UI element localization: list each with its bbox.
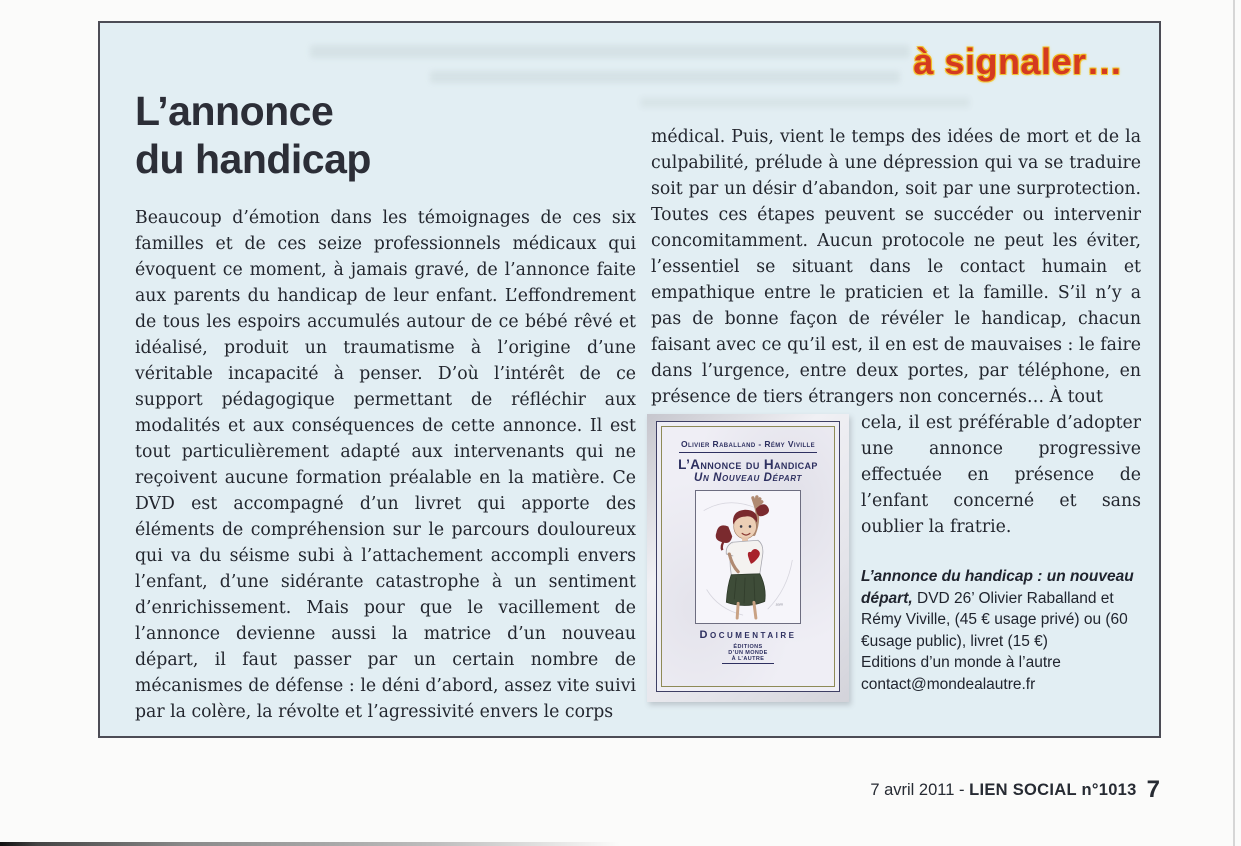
caption-details: DVD 26’ Olivier Raballand et Rémy Viville, (45 € usage privé) ou (60 €usage public), livret (15 €) <box>861 589 1128 650</box>
article-title-line2: du handicap <box>135 136 371 182</box>
dvd-authors: Olivier Raballand - Rémy Viville <box>679 439 817 453</box>
article-body-left: Beaucoup d’émotion dans les témoignages de ces six familles et de ces seize professionnels médicaux qui évoquent ce moment, à jamais gravé, de l’annonce faite aux parents du handicap de leur enfant. L’effondrement de tous les espoirs accumulés autour de ce bébé rêvé et idéalisé, produit un traumatisme à l’origine d’une véritable incapacité à penser. D’où l’intérêt de ce support pédagogique permettant de réfléchir aux modalités et aux conséquences de cette annonce. Il est tout particulièrement adapté aux intervenants qui ne reçoivent aucune formation préalable en la matière. Ce DVD est accompagné d’un livret qui apporte des éléments de compréhension sur le parcours douloureux qui va du séisme subi à l’attachement accompli envers l’enfant, d’une sidérante catastrophe à un sentiment d’enrichissement. Mais pour que le vacillement de l’annonce devienne aussi la matrice d’un nouveau départ, il faut passer par un certain nombre de mécanismes de défense : le déni d’abord, assez vite suivi par la colère, la révolte et l’agressivité envers le corps <box>135 208 636 722</box>
right-column <box>651 23 1141 725</box>
caption-email: contact@mondealautre.fr <box>861 675 1036 693</box>
svg-text:sam: sam <box>775 601 784 607</box>
section-label: à signaler… <box>913 41 1123 82</box>
caption-publisher: Editions d’un monde à l’autre <box>861 654 1061 671</box>
figure-and-wrap-zone <box>651 410 1141 695</box>
left-column <box>135 23 636 725</box>
dvd-publisher-line: ÉDITIONS <box>733 644 763 650</box>
footer-magazine-issue: LIEN SOCIAL n°1013 <box>969 781 1137 799</box>
dvd-subtitle: Un Nouveau Départ <box>694 472 802 484</box>
dvd-publisher-logo <box>722 644 774 664</box>
page-footer <box>870 776 1160 804</box>
article-title <box>135 87 636 183</box>
article-panel <box>98 21 1161 738</box>
dvd-title: L’Annonce du Handicap <box>678 457 818 472</box>
dvd-genre-label: Documentaire <box>699 629 797 641</box>
dvd-publisher-line: À L’AUTRE <box>731 656 765 662</box>
girl-illustration <box>695 490 801 624</box>
footer-page-number: 7 <box>1146 776 1160 803</box>
article-body-right-wrap: cela, il est préférable d’adopter une annonce progressive effectuée en présence de l’enfant concerné et sans oublier la fratrie. <box>861 413 1141 537</box>
caption-title: L’annonce du handicap : un nouveau départ, <box>861 568 1134 607</box>
article-body-right-top: médical. Puis, vient le temps des idées de mort et de la culpabilité, prélude à une dépression qui va se traduire soit par un désir d’abandon, soit par une surprotection. Toutes ces étapes peuvent se succéder ou intervenir concomitamment. Aucun protocole ne peut les éviter, l’essentiel se situant dans le contact humain et empathique entre le praticien et la famille. S’il n’y a pas de bonne façon de révéler le handicap, chacun faisant avec ce qu’il est, il en est de mauvaises : le faire dans l’urgence, entre deux portes, par téléphone, en présence de tiers étrangers non concernés… À tout <box>651 127 1141 407</box>
dvd-publisher-line: D’UN MONDE <box>728 650 768 656</box>
dvd-cover <box>656 421 840 692</box>
article-title-line1: L’annonce <box>135 88 334 134</box>
footer-date: 7 avril 2011 - <box>870 781 970 799</box>
scan-edge-artifact <box>0 842 620 846</box>
scan-edge-artifact <box>1233 0 1235 846</box>
dvd-cover-photo <box>647 414 849 702</box>
dvd-cover-frame <box>661 426 835 687</box>
article-columns <box>135 23 1141 725</box>
